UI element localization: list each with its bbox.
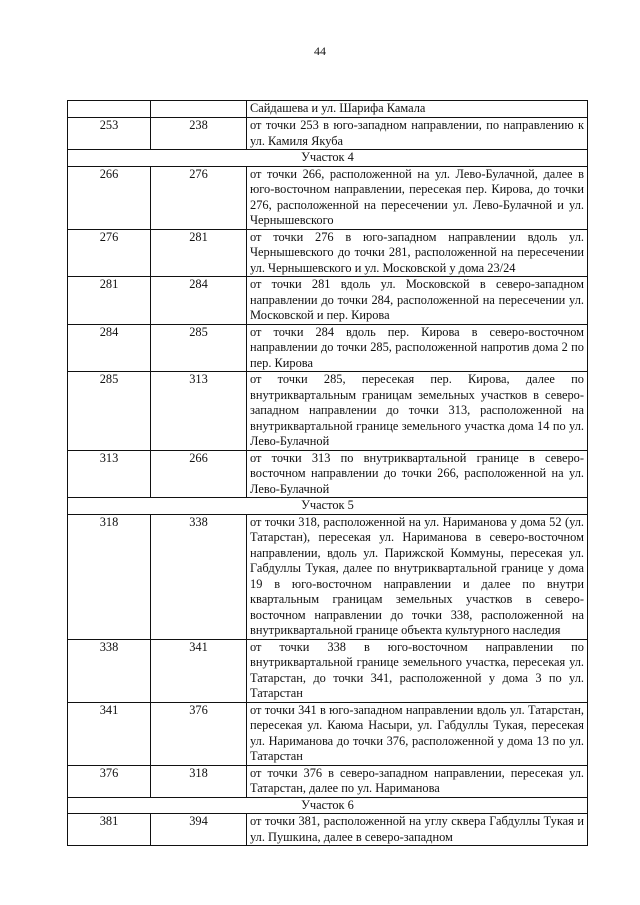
cell-from: 276 [68, 229, 151, 277]
cell-description: от точки 313 по внутриквартальной границе в северо-восточном направлении до точки 266, расположенной на ул. Лево-Булачной [247, 450, 588, 498]
section-row [68, 150, 588, 167]
section-title: Участок 4 [68, 150, 588, 167]
cell-description: от точки 281 вдоль ул. Московской в северо-западном направлении до точки 284, расположенной на пересечении ул. Московской и пер. Кирова [247, 277, 588, 325]
cell-description: от точки 341 в юго-западном направлении вдоль ул. Татарстан, пересекая ул. Каюма Насыри, ул. Габдуллы Тукая, пересекая ул. Нариманова до точки 376, расположенной у дома 13 по ул. Татарстан [247, 702, 588, 765]
cell-from: 376 [68, 765, 151, 797]
table-row [68, 166, 588, 229]
cell-description: от точки 253 в юго-западном направлении, по направлению к ул. Камиля Якуба [247, 118, 588, 150]
cell-description: от точки 376 в северо-западном направлении, пересекая ул. Татарстан, далее по ул. Нариманова [247, 765, 588, 797]
cell-description: от точки 276 в юго-западном направлении вдоль ул. Чернышевского до точки 281, расположенной на пересечении ул. Чернышевского и ул. Московской у дома 23/24 [247, 229, 588, 277]
cell-description: от точки 318, расположенной на ул. Нариманова у дома 52 (ул. Татарстан), пересекая ул. Нариманова в северо-восточном направлении, вдоль ул. Парижской Коммуны, пересекая ул. Габдуллы Тукая, далее по внутриквартальной границе у дома 19 в юго-восточном направлении и далее по внутри квартальным границам земельных участков в северо-восточном направлении до точки 338, расположенной на внутриквартальной границе объекта культурного наследия [247, 514, 588, 639]
cell-from: 318 [68, 514, 151, 639]
table-row [68, 372, 588, 451]
cell-description: от точки 285, пересекая пер. Кирова, далее по внутриквартальным границам земельных участков в северо-западном направлении до точки 313, расположенной на внутриквартальной границе земельного участка дома 14 по ул. Лево-Булачной [247, 372, 588, 451]
cell-from: 284 [68, 324, 151, 372]
cell-to [151, 101, 247, 118]
cell-to: 313 [151, 372, 247, 451]
cell-description: от точки 338 в юго-восточном направлении по внутриквартальной границе земельного участка, пересекая ул. Татарстан, до точки 341, расположенной у дома 3 по ул. Татарстан [247, 639, 588, 702]
table-row [68, 450, 588, 498]
cell-to: 318 [151, 765, 247, 797]
cell-from: 338 [68, 639, 151, 702]
cell-description: Сайдашева и ул. Шарифа Камала [247, 101, 588, 118]
cell-description: от точки 284 вдоль пер. Кирова в северо-восточном направлении до точки 285, расположенной напротив дома 2 по пер. Кирова [247, 324, 588, 372]
table-row [68, 702, 588, 765]
table-row [68, 324, 588, 372]
section-row [68, 498, 588, 515]
boundary-table [67, 100, 588, 846]
section-title: Участок 5 [68, 498, 588, 515]
cell-from: 281 [68, 277, 151, 325]
table-row [68, 639, 588, 702]
cell-from: 266 [68, 166, 151, 229]
table-row [68, 765, 588, 797]
cell-to: 284 [151, 277, 247, 325]
cell-to: 285 [151, 324, 247, 372]
table-row [68, 277, 588, 325]
section-row [68, 797, 588, 814]
boundary-table-body [68, 101, 588, 846]
cell-to: 376 [151, 702, 247, 765]
table-row [68, 229, 588, 277]
page-number: 44 [314, 44, 326, 58]
table-row [68, 514, 588, 639]
cell-to: 394 [151, 814, 247, 846]
cell-from: 253 [68, 118, 151, 150]
cell-to: 281 [151, 229, 247, 277]
cell-to: 266 [151, 450, 247, 498]
cell-to: 238 [151, 118, 247, 150]
cell-to: 276 [151, 166, 247, 229]
cell-to: 341 [151, 639, 247, 702]
section-title: Участок 6 [68, 797, 588, 814]
table-row-continuation [68, 101, 588, 118]
cell-from [68, 101, 151, 118]
cell-from: 285 [68, 372, 151, 451]
cell-from: 313 [68, 450, 151, 498]
table-row [68, 814, 588, 846]
cell-description: от точки 266, расположенной на ул. Лево-Булачной, далее в юго-восточном направлении, пересекая пер. Кирова, до точки 276, расположенной на пересечении ул. Лево-Булачной и ул. Чернышевского [247, 166, 588, 229]
cell-description: от точки 381, расположенной на углу сквера Габдуллы Тукая и ул. Пушкина, далее в северо-западном [247, 814, 588, 846]
cell-from: 341 [68, 702, 151, 765]
cell-to: 338 [151, 514, 247, 639]
table-row [68, 118, 588, 150]
cell-from: 381 [68, 814, 151, 846]
